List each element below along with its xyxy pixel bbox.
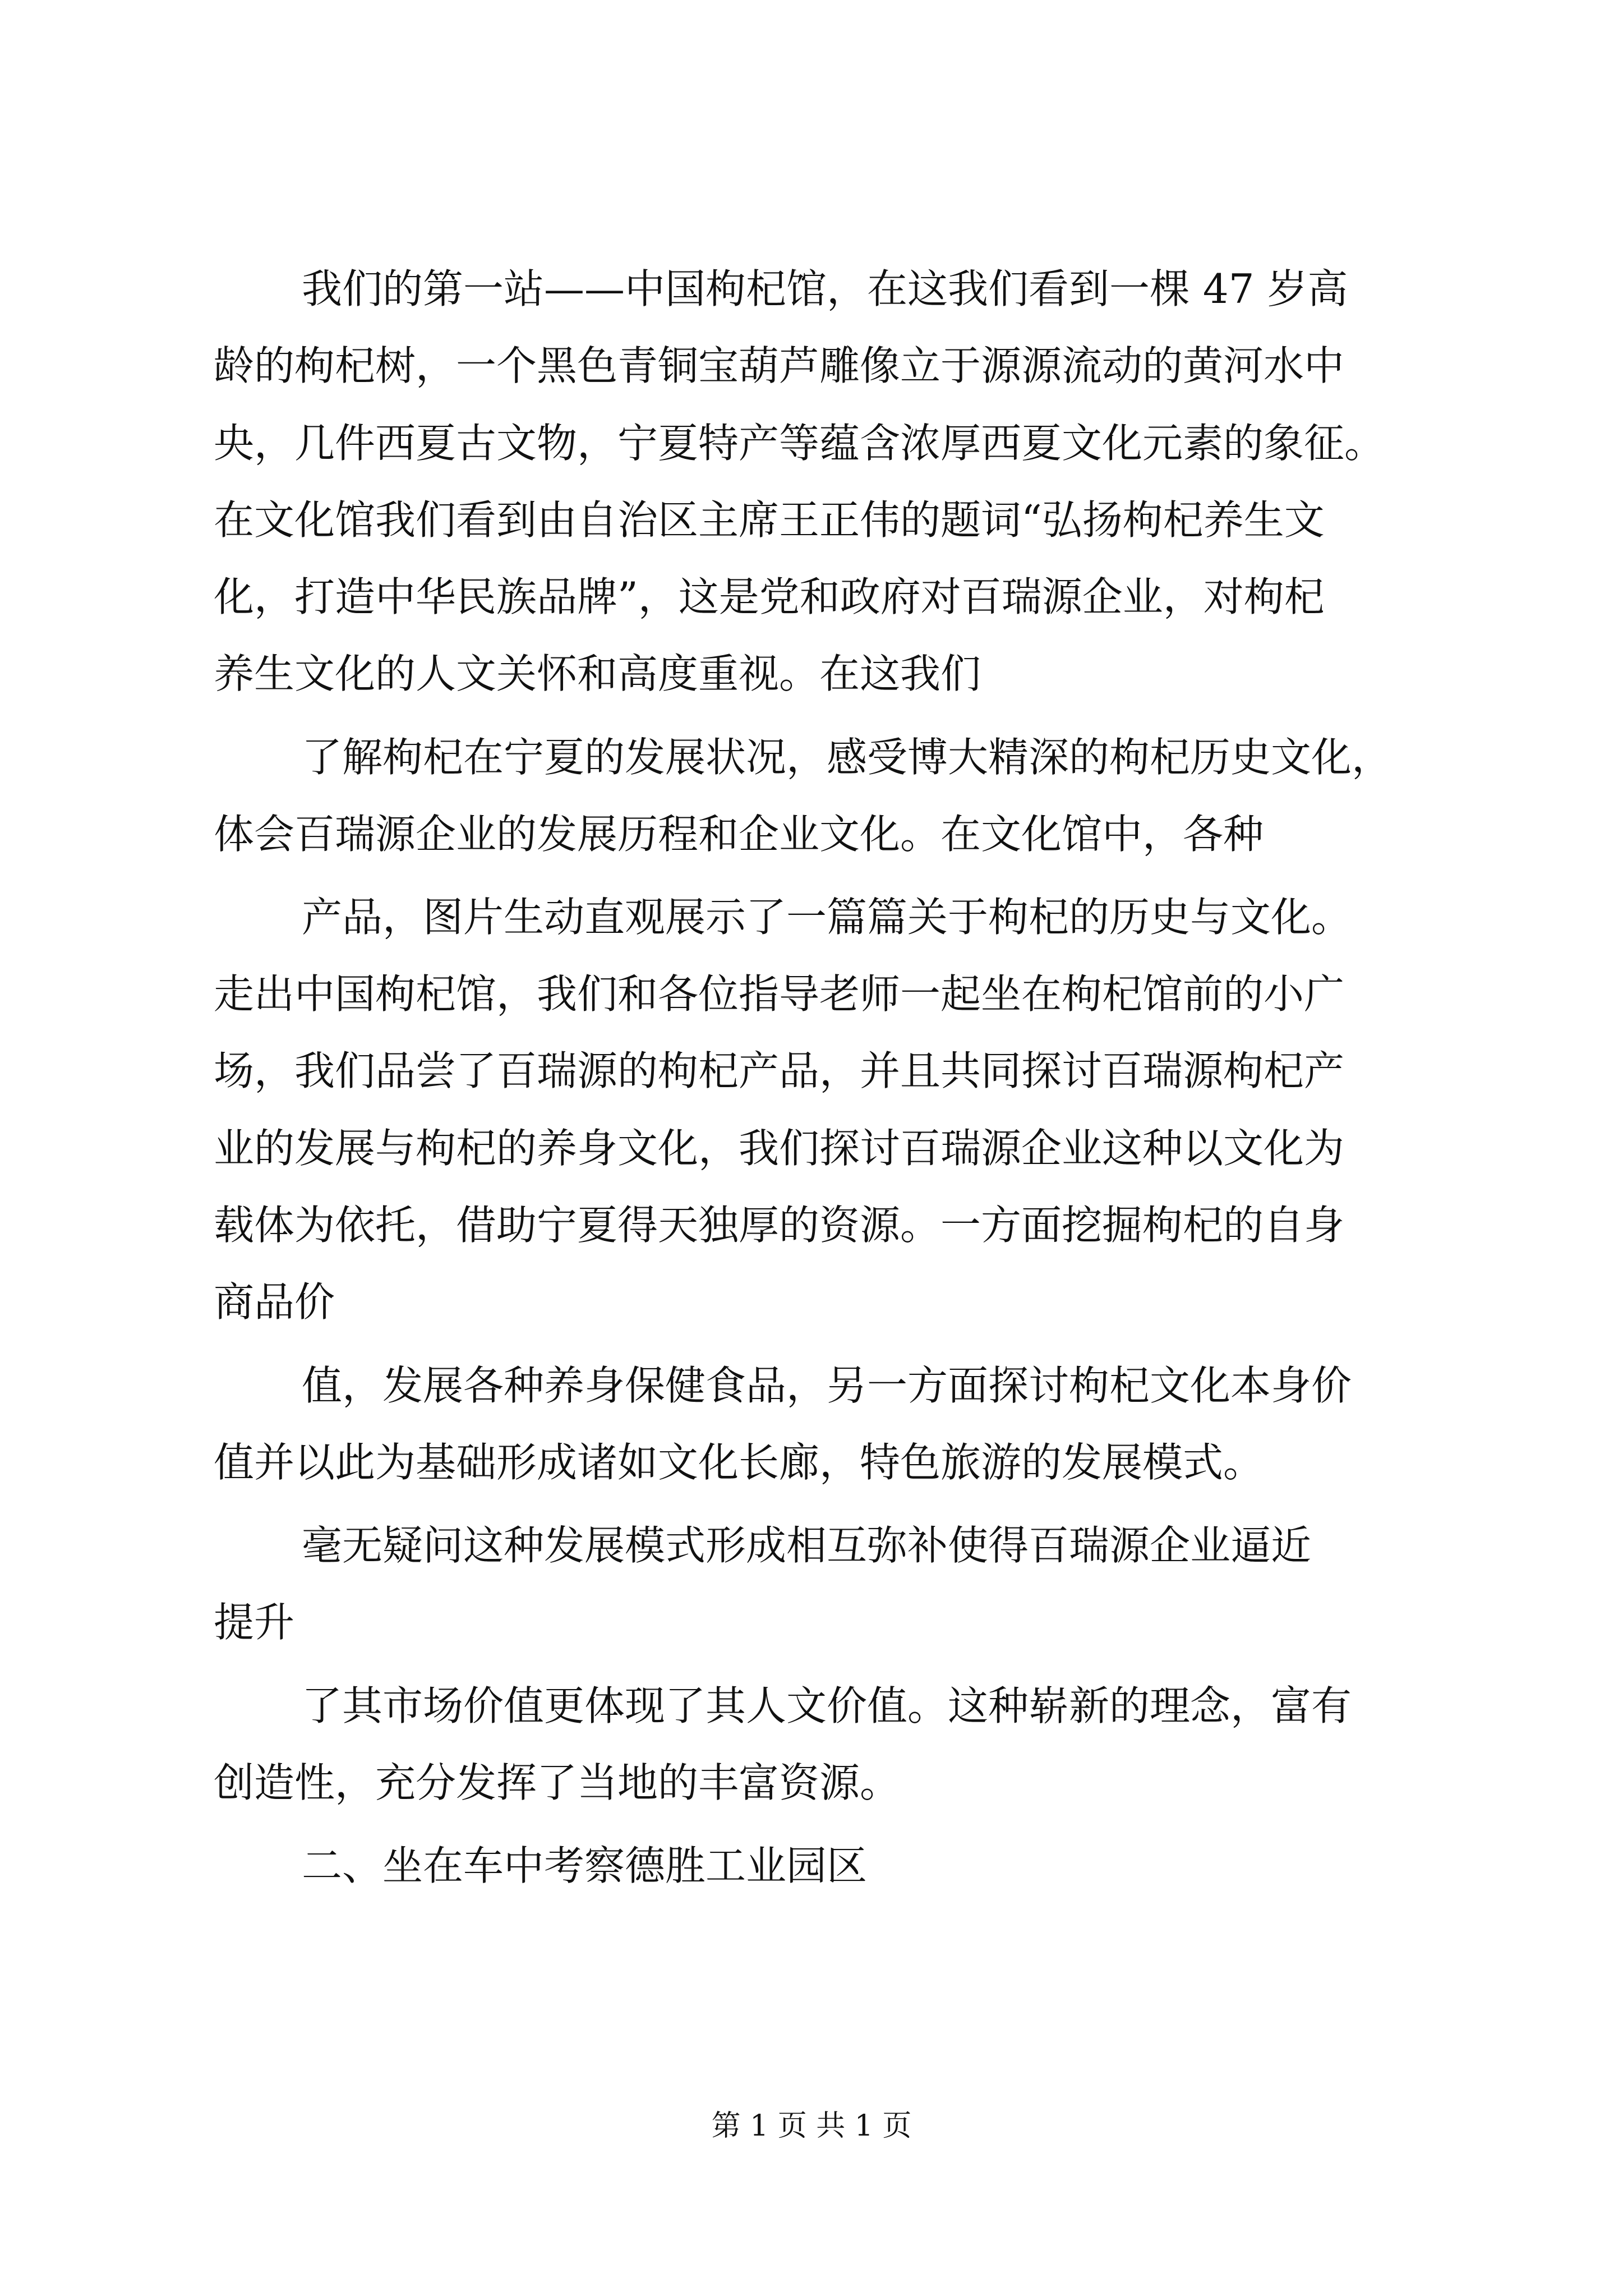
text-line: 创造性，充分发挥了当地的丰富资源。 [214,1759,901,1806]
text-line: 毫无疑问这种发展模式形成相互弥补使得百瑞源企业逼近 [302,1522,1312,1569]
text-line: 体会百瑞源企业的发展历程和企业文化。在文化馆中，各种 [214,811,1264,858]
text-line: 产品，图片生动直观展示了一篇篇关于枸杞的历史与文化。 [302,894,1352,941]
text-line: 养生文化的人文关怀和高度重视。在这我们 [214,650,981,697]
page-footer: 第 1 页 共 1 页 [711,2109,912,2143]
text-line: 龄的枸杞树，一个黑色青铜宝葫芦雕像立于源源流动的黄河水中 [214,342,1345,389]
text-line: 载体为依托，借助宁夏得天独厚的资源。一方面挖掘枸杞的自身 [214,1202,1345,1249]
text-line: 场，我们品尝了百瑞源的枸杞产品，并且共同探讨百瑞源枸杞产 [214,1047,1345,1094]
text-line: 值，发展各种养身保健食品，另一方面探讨枸杞文化本身价 [302,1362,1352,1409]
text-line: 了其市场价值更体现了其人文价值。这种崭新的理念，富有 [302,1682,1352,1729]
text-line: 在文化馆我们看到由自治区主席王正伟的题词“弘扬枸杞养生文 [214,496,1325,544]
text-line: 了解枸杞在宁夏的发展状况，感受博大精深的枸杞历史文化， [302,734,1393,781]
text-line: 我们的第一站——中国枸杞馆，在这我们看到一棵 47 岁高 [302,265,1348,312]
text-line: 央，几件西夏古文物，宁夏特产等蕴含浓厚西夏文化元素的象征。 [214,420,1385,467]
text-line: 化，打造中华民族品牌”，这是党和政府对百瑞源企业，对枸杞 [214,573,1325,620]
text-line: 业的发展与枸杞的养身文化，我们探讨百瑞源企业这种以文化为 [214,1125,1345,1172]
text-line: 商品价 [214,1278,335,1326]
text-line: 值并以此为基础形成诸如文化长廊，特色旅游的发展模式。 [214,1439,1264,1486]
section-heading: 二、坐在车中考察德胜工业园区 [302,1842,868,1889]
text-line: 提升 [214,1599,295,1646]
text-line: 走出中国枸杞馆，我们和各位指导老师一起坐在枸杞馆前的小广 [214,970,1345,1018]
